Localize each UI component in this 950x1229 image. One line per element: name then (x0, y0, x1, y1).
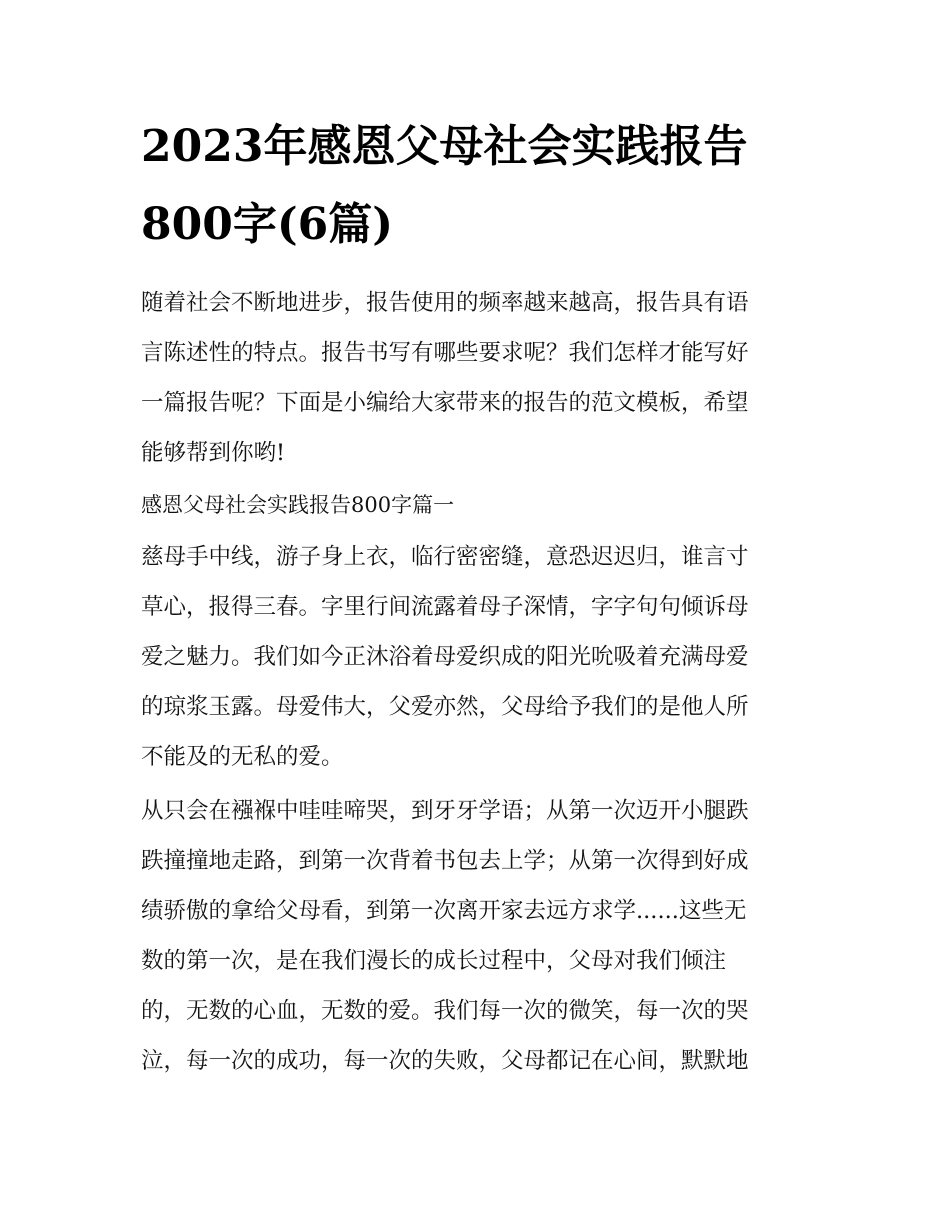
intro-line: 随着社会不断地进步，报告使用的频率越来越高，报告具有语 (141, 290, 749, 316)
intro-line: 能够帮到你哟! (141, 440, 286, 466)
paragraph-line: 绩骄傲的拿给父母看，到第一次离开家去远方求学......这些无 (141, 898, 747, 924)
paragraph-line: 草心，报得三春。字里行间流露着母子深情，字字句句倾诉母 (141, 594, 749, 620)
intro-line: 一篇报告呢？下面是小编给大家带来的报告的范文模板，希望 (141, 390, 749, 416)
intro-paragraph (141, 278, 811, 478)
paragraph-line: 数的第一次，是在我们漫长的成长过程中，父母对我们倾注 (141, 948, 727, 974)
title-line-1: 2023年感恩父母社会实践报告 (141, 121, 748, 172)
body-paragraph-1 (141, 532, 811, 782)
paragraph-line: 跌撞撞地走路，到第一次背着书包去上学；从第一次得到好成 (141, 848, 749, 874)
paragraph-line: 爱之魅力。我们如今正沐浴着母爱织成的阳光吮吸着充满母爱 (141, 644, 749, 670)
paragraph-line: 泣，每一次的成功，每一次的失败，父母都记在心间，默默地 (141, 1048, 749, 1074)
paragraph-line: 从只会在襁褓中哇哇啼哭，到牙牙学语；从第一次迈开小腿跌 (141, 798, 749, 824)
paragraph-line: 不能及的无私的爱。 (141, 744, 344, 770)
section-heading: 感恩父母社会实践报告800字篇一 (141, 493, 455, 517)
intro-line: 言陈述性的特点。报告书写有哪些要求呢？我们怎样才能写好 (141, 340, 749, 366)
document-content (141, 108, 811, 1090)
body-paragraph-2 (141, 786, 811, 1086)
paragraph-line: 的琼浆玉露。母爱伟大，父爱亦然，父母给予我们的是他人所 (141, 694, 749, 720)
paragraph-line: 的，无数的心血，无数的爱。我们每一次的微笑，每一次的哭 (141, 998, 749, 1024)
title-line-2: 800字(6篇) (141, 199, 394, 250)
document-title (141, 108, 811, 264)
paragraph-line: 慈母手中线，游子身上衣，临行密密缝，意恐迟迟归，谁言寸 (141, 544, 749, 570)
